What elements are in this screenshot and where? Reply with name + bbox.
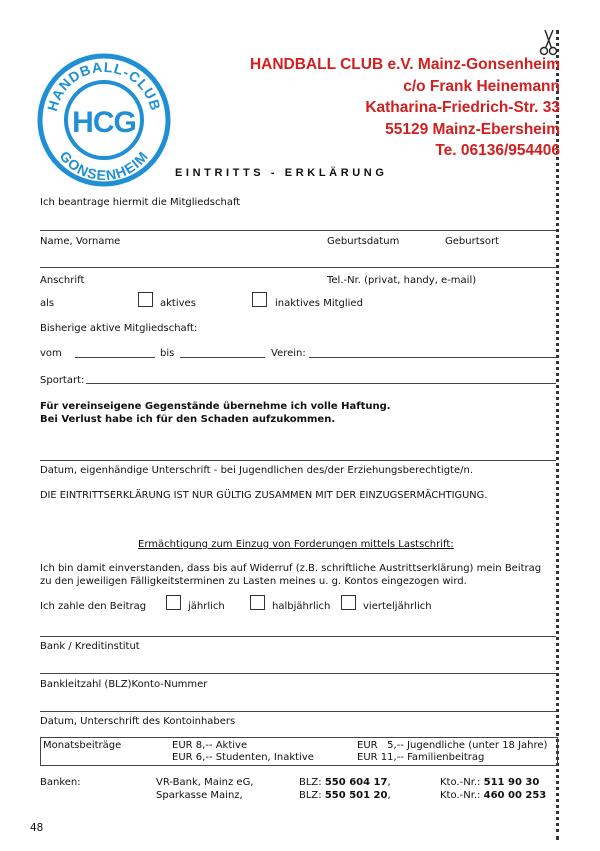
birthdate-label: Geburtsdatum: [327, 236, 400, 247]
name-line[interactable]: [40, 230, 556, 231]
logo-monogram: HCG: [72, 106, 136, 139]
holder-signature-line[interactable]: [40, 711, 556, 712]
banks-label: Banken:: [40, 777, 81, 788]
birthplace-label: Geburtsort: [445, 236, 499, 247]
bank-2-blz: [299, 790, 391, 801]
bank-2-blz-value: 550 501 20: [324, 790, 388, 801]
bank-1-sep: ,: [387, 777, 391, 788]
fee-active: EUR 8,-- Aktive: [172, 740, 248, 751]
inactive-label: inaktives Mitglied: [275, 298, 363, 309]
bank-1-kto-label: Kto.-Nr.:: [440, 777, 481, 788]
club-field[interactable]: [309, 357, 556, 358]
bank-1-kto-value: 511 90 30: [483, 777, 540, 788]
fee-students: EUR 6,-- Studenten, Inaktive: [172, 752, 314, 763]
fee-youth: EUR 5,-- Jugendliche (unter 18 Jahre): [357, 740, 548, 751]
logo-top-text: HANDBALL-CLUB: [43, 58, 165, 113]
bank-1-blz-label: BLZ:: [299, 777, 322, 788]
from-field[interactable]: [75, 357, 155, 358]
pay-label: Ich zahle den Beitrag: [40, 601, 147, 612]
bank-label: Bank / Kreditinstitut: [40, 641, 140, 652]
quarterly-label: vierteljährlich: [363, 601, 432, 612]
intro-text: Ich beantrage hiermit die Mitgliedschaft: [40, 197, 241, 208]
bank-2-kto-label: Kto.-Nr.:: [440, 790, 481, 801]
club-logo: [34, 48, 174, 188]
to-field[interactable]: [180, 357, 265, 358]
quarterly-checkbox[interactable]: [341, 595, 356, 610]
inactive-checkbox[interactable]: [252, 292, 267, 307]
bank-2-blz-label: BLZ:: [299, 790, 322, 801]
address-line[interactable]: [40, 267, 556, 268]
active-checkbox[interactable]: [138, 292, 153, 307]
phone-label: Tel.-Nr. (privat, handy, e-mail): [327, 275, 477, 286]
bank-2-account: [440, 790, 546, 801]
liability-line-1: Für vereinseigene Gegenstände übernehme ich volle Haftung.: [40, 401, 391, 412]
bank-1-account: [440, 777, 539, 788]
holder-signature-label: Datum, Unterschrift des Kontoinhabers: [40, 716, 236, 727]
sport-label: Sportart:: [40, 375, 85, 386]
logo-bottom-text: GONSENHEIM: [56, 147, 152, 184]
to-label: bis: [160, 348, 175, 359]
bank-line[interactable]: [40, 636, 556, 637]
club-address: [250, 54, 560, 162]
signature-label: Datum, eigenhändige Unterschrift - bei Jugendlichen des/der Erziehungsberechtigte/n.: [40, 465, 473, 476]
account-line[interactable]: [40, 673, 556, 674]
half-yearly-checkbox[interactable]: [250, 595, 265, 610]
club-label: Verein:: [271, 348, 306, 359]
bank-2-name: Sparkasse Mainz,: [156, 790, 243, 801]
from-label: vom: [40, 348, 62, 359]
address-label: Anschrift: [40, 275, 85, 286]
mandate-text-1: Ich bin damit einverstanden, dass bis auf Widerruf (z.B. schriftliche Austrittserklärung) mein Beitrag: [40, 563, 542, 574]
half-yearly-label: halbjährlich: [272, 601, 331, 612]
phone: Te. 06136/954406: [435, 142, 560, 159]
previous-membership-label: Bisherige aktive Mitgliedschaft:: [40, 323, 198, 334]
mandate-text-2: zu den jeweiligen Fälligkeitsterminen zu Lasten meines u. g. Kontos eingezogen wird.: [40, 576, 467, 587]
signature-line[interactable]: [40, 460, 556, 461]
liability-line-2: Bei Verlust habe ich für den Schaden aufzukommen.: [40, 414, 336, 425]
sport-field[interactable]: [86, 383, 556, 384]
city: 55129 Mainz-Ebersheim: [385, 120, 560, 138]
bank-1-blz: [299, 777, 391, 788]
yearly-label: jährlich: [188, 601, 225, 612]
club-name: HANDBALL CLUB e.V. Mainz-Gonsenheim: [249, 56, 560, 73]
yearly-checkbox[interactable]: [166, 595, 181, 610]
fees-label: Monatsbeiträge: [43, 740, 122, 751]
as-label: als: [40, 298, 55, 309]
account-label: Bankleitzahl (BLZ)Konto-Nummer: [40, 679, 208, 690]
contact-person: c/o Frank Heinemann: [403, 77, 560, 95]
active-label: aktives: [160, 298, 196, 309]
bank-1-name: VR-Bank, Mainz eG,: [156, 777, 254, 788]
street: Katharina-Friedrich-Str. 33: [365, 99, 560, 116]
bank-2-kto-value: 460 00 253: [483, 790, 547, 801]
scissors-icon: [538, 28, 560, 56]
bank-2-sep: ,: [387, 790, 391, 801]
bank-1-blz-value: 550 604 17: [324, 777, 388, 788]
name-label: Name, Vorname: [40, 236, 121, 247]
mandate-heading: Ermächtigung zum Einzug von Forderungen mittels Lastschrift:: [138, 539, 454, 550]
validity-note: DIE EINTRITTSERKLÄRUNG IST NUR GÜLTIG ZUSAMMEN MIT DER EINZUGSERMÄCHTIGUNG.: [40, 490, 488, 501]
fee-family: EUR 11,-- Familienbeitrag: [357, 752, 485, 763]
page-number: 48: [30, 822, 44, 834]
form-title: EINTRITTS - ERKLÄRUNG: [175, 167, 388, 179]
